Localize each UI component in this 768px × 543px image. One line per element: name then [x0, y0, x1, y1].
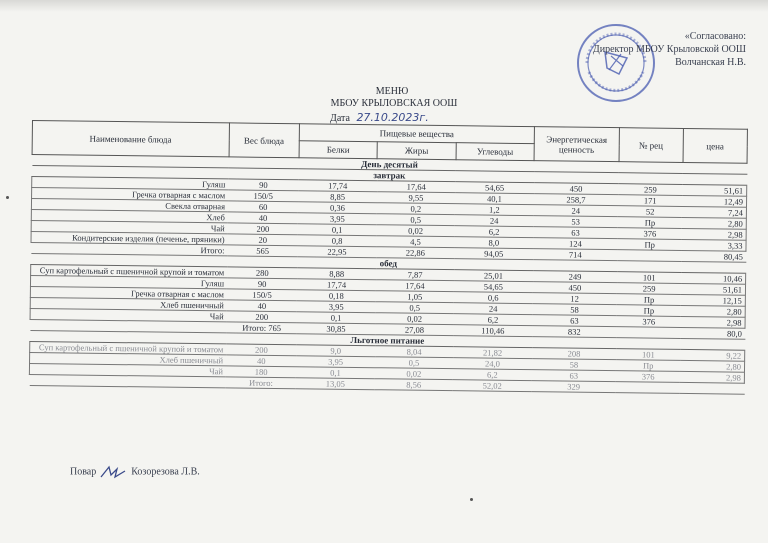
fats-value: 27,08: [375, 324, 454, 336]
fats-value: 1,05: [376, 291, 455, 303]
col-nutrients: Пищевые вещества: [299, 124, 534, 144]
dish-weight: 90: [227, 278, 297, 290]
dish-weight: 180: [226, 366, 296, 378]
scan-speck: [6, 196, 9, 199]
carbs-value: 6,2: [453, 369, 532, 381]
dish-name: Хлеб пшеничный: [30, 297, 227, 310]
carbs-value: 94,05: [455, 248, 534, 260]
fats-value: 7,87: [376, 269, 455, 281]
fats-value: 9,55: [377, 192, 456, 204]
proteins-value: 9,0: [296, 345, 375, 357]
approval-line-1: «Согласовано:: [684, 31, 746, 42]
cook-name: Козорезова Л.В.: [131, 466, 200, 478]
dish-weight: 150/5: [228, 190, 298, 202]
dish-name: Гуляш: [30, 275, 227, 288]
fats-value: 17,64: [377, 181, 456, 193]
carbs-value: 8,0: [455, 237, 534, 249]
energy-value: 12: [532, 293, 617, 305]
fats-value: 0,5: [375, 357, 454, 369]
energy-value: 124: [533, 238, 618, 250]
price-value: 2,98: [682, 228, 746, 240]
day-title: День десятый: [32, 155, 747, 175]
price-value: 80,0: [681, 327, 745, 339]
section-title: обед: [31, 253, 746, 273]
dish-weight: 200: [228, 223, 298, 235]
recipe-number: 376: [617, 316, 681, 328]
price-value: 9,22: [680, 349, 744, 361]
approval-block: [593, 30, 746, 69]
recipe-number: 259: [618, 184, 682, 196]
proteins-value: 13,05: [296, 378, 375, 390]
recipe-number: 171: [618, 195, 682, 207]
menu-table: [29, 120, 748, 395]
energy-value: 249: [533, 271, 618, 283]
scan-speck: [470, 498, 473, 501]
proteins-value: 30,85: [297, 323, 376, 335]
fats-value: 8,04: [375, 346, 454, 358]
date-label: Дата: [330, 113, 350, 124]
dish-name: Свекла отварная: [31, 199, 228, 212]
proteins-value: 8,85: [298, 191, 377, 203]
carbs-value: 52,02: [453, 380, 532, 392]
recipe-number: 259: [617, 283, 681, 295]
carbs-value: 25,01: [454, 270, 533, 282]
recipe-number: 101: [617, 272, 681, 284]
recipe-number: 376: [618, 228, 682, 240]
energy-value: 58: [532, 304, 617, 316]
total-label: Итого:: [226, 377, 296, 389]
price-value: 51,61: [681, 283, 745, 295]
dish-weight: 40: [226, 355, 296, 367]
energy-value: 63: [532, 315, 617, 327]
cook-label: Повар: [70, 466, 97, 478]
approval-line-2: Директор МБОУ Крыловской ООШ: [592, 44, 746, 55]
fats-value: 4,5: [376, 236, 455, 248]
price-value: 51,61: [682, 184, 746, 196]
recipe-number: 101: [616, 349, 680, 361]
price-value: 12,49: [682, 195, 746, 207]
carbs-value: 24: [455, 215, 534, 227]
price-value: 10,46: [681, 272, 745, 284]
recipe-number: Пр: [617, 305, 681, 317]
cook-signature-line: [70, 465, 200, 479]
fats-value: 0,5: [376, 214, 455, 226]
dish-name: Суп картофельный с пшеничной крупой и томатом: [30, 341, 227, 354]
col-fats: Жиры: [377, 142, 456, 160]
total-label: Итого:: [31, 242, 228, 255]
recipe-number: [617, 250, 681, 262]
proteins-value: 17,74: [298, 180, 377, 192]
carbs-value: 24,0: [453, 358, 532, 370]
scan-edge: [0, 0, 768, 12]
school-name: МБОУ КРЫЛОВСКАЯ ООШ: [330, 98, 458, 109]
col-recipe: № рец: [619, 128, 684, 163]
fats-value: 0,02: [375, 313, 454, 325]
dish-name: Хлеб пшеничный: [30, 352, 227, 365]
energy-value: 714: [533, 249, 618, 261]
fats-value: 17,64: [376, 280, 455, 292]
dish-weight: 200: [226, 344, 296, 356]
dish-weight: 280: [227, 267, 297, 279]
energy-value: 58: [532, 359, 617, 371]
energy-value: 258,7: [534, 194, 619, 206]
proteins-value: 22,95: [298, 246, 377, 258]
energy-value: 832: [532, 326, 617, 338]
section-title: завтрак: [32, 166, 747, 186]
price-value: [680, 382, 744, 394]
price-value: 12,15: [681, 294, 745, 306]
proteins-value: 0,18: [297, 290, 376, 302]
price-value: 2,80: [680, 360, 744, 372]
energy-value: 329: [531, 381, 616, 393]
recipe-number: 52: [618, 206, 682, 218]
dish-weight: 20: [228, 234, 298, 246]
dish-name: Гуляш: [32, 177, 229, 190]
price-value: 3,33: [682, 239, 746, 251]
energy-value: 24: [533, 205, 618, 217]
fats-value: 22,86: [376, 247, 455, 259]
energy-value: 63: [533, 227, 618, 239]
carbs-value: 21,82: [453, 347, 532, 359]
recipe-number: [617, 327, 681, 339]
date-line: [330, 111, 429, 124]
carbs-value: 110,46: [454, 325, 533, 337]
price-value: 2,80: [682, 217, 746, 229]
dish-name: Чай: [29, 363, 226, 376]
fats-value: 8,56: [374, 379, 453, 391]
col-proteins: Белки: [299, 141, 378, 159]
col-name: Наименование блюда: [32, 121, 229, 157]
dish-name: Гречка отварная с маслом: [30, 286, 227, 299]
energy-value: 208: [532, 348, 617, 360]
energy-value: 450: [533, 282, 618, 294]
proteins-value: 0,8: [298, 235, 377, 247]
proteins-value: 17,74: [297, 279, 376, 291]
carbs-value: 1,2: [455, 204, 534, 216]
price-value: 2,80: [681, 305, 745, 317]
dish-name: Гречка отварная с маслом: [32, 188, 229, 201]
recipe-number: Пр: [617, 294, 681, 306]
total-label: Итого: 765: [226, 322, 296, 334]
price-value: 80,45: [682, 250, 746, 262]
proteins-value: 0,1: [297, 312, 376, 324]
dish-name: Чай: [31, 220, 228, 233]
fats-value: 0,02: [375, 368, 454, 380]
recipe-number: Пр: [618, 239, 682, 251]
recipe-number: Пр: [618, 217, 682, 229]
carbs-value: 24: [454, 303, 533, 315]
total-label: [29, 374, 226, 387]
fats-value: 0,5: [375, 302, 454, 314]
fats-value: 0,2: [377, 203, 456, 215]
dish-name: Суп картофельный с пшеничной крупой и томатом: [31, 264, 228, 277]
proteins-value: 0,36: [298, 202, 377, 214]
energy-value: 63: [531, 370, 616, 382]
fats-value: 0,02: [376, 225, 455, 237]
section-title: Льготное питание: [30, 330, 745, 350]
col-price: цена: [683, 128, 748, 163]
recipe-number: 376: [616, 371, 680, 383]
total-label: 565: [227, 245, 297, 257]
carbs-value: 6,2: [454, 314, 533, 326]
carbs-value: 54,65: [454, 281, 533, 293]
handwritten-signature-icon: [99, 465, 129, 479]
carbs-value: 54,65: [455, 182, 534, 194]
dish-weight: 150/5: [227, 289, 297, 301]
dish-weight: 40: [228, 212, 298, 224]
dish-name: Хлеб: [31, 209, 228, 222]
carbs-value: 6,2: [455, 226, 534, 238]
carbs-value: 40,1: [455, 193, 534, 205]
price-value: 2,98: [680, 371, 744, 383]
dish-weight: 60: [228, 201, 298, 213]
energy-value: 450: [534, 183, 619, 195]
col-weight: Вес блюда: [229, 123, 300, 158]
dish-weight: 90: [228, 179, 298, 191]
date-value: 27.10.2023г.: [356, 111, 429, 124]
proteins-value: 3,95: [298, 213, 377, 225]
dish-name: Чай: [30, 308, 227, 321]
dish-name: Кондитерские изделия (печенье, пряники): [31, 231, 228, 244]
proteins-value: 3,95: [297, 301, 376, 313]
col-carbs: Углеводы: [456, 143, 535, 161]
dish-weight: 200: [227, 311, 297, 323]
proteins-value: 8,88: [297, 268, 376, 280]
proteins-value: 0,1: [296, 367, 375, 379]
proteins-value: 3,95: [296, 356, 375, 368]
col-energy: Энергетическая ценность: [534, 127, 619, 162]
dish-weight: 40: [227, 300, 297, 312]
approval-line-3: Волчанская Н.В.: [675, 57, 746, 68]
recipe-number: [616, 382, 680, 394]
menu-title: МЕНЮ: [375, 86, 409, 97]
recipe-number: Пр: [616, 360, 680, 372]
energy-value: 53: [533, 216, 618, 228]
price-value: 7,24: [682, 206, 746, 218]
proteins-value: 0,1: [298, 224, 377, 236]
price-value: 2,98: [681, 316, 745, 328]
carbs-value: 0,6: [454, 292, 533, 304]
